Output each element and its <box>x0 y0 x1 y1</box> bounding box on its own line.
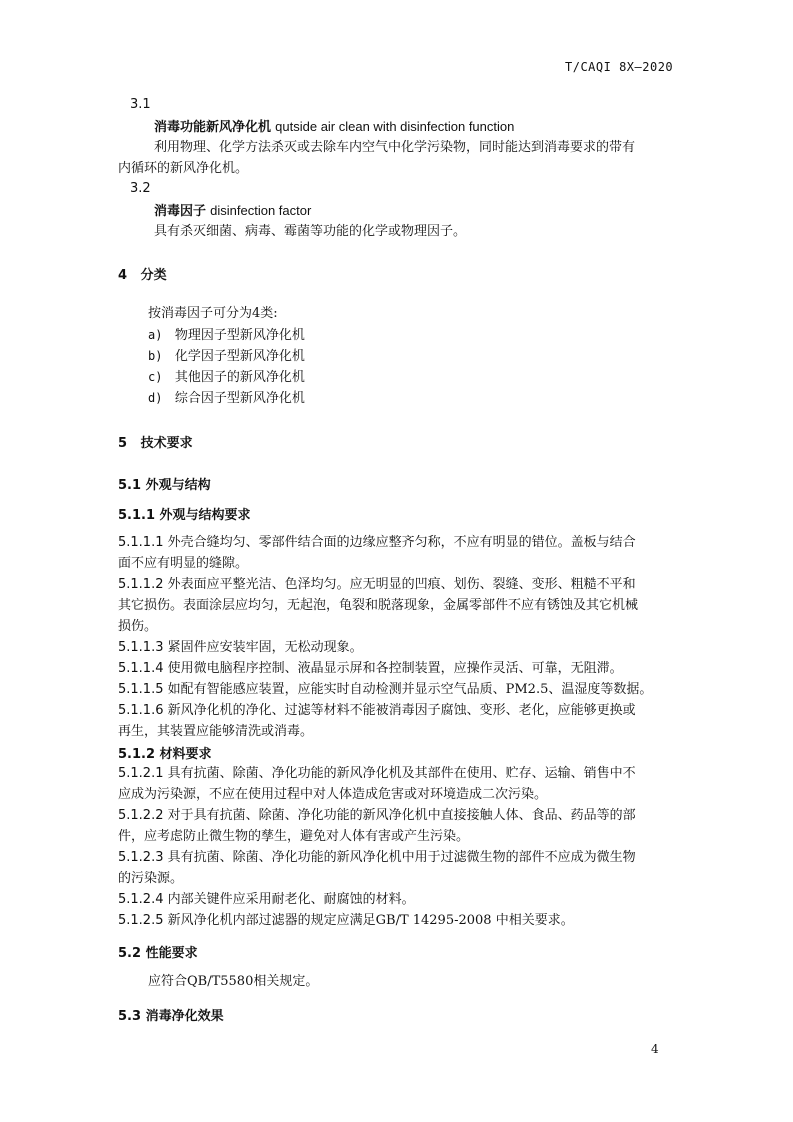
clause-5-1-2-5 <box>118 911 574 931</box>
clause-5-1-1-6-line2: 再生，其装置应能够清洗或消毒。 <box>118 724 314 739</box>
clause-number: 5.1.2.2 <box>118 808 164 823</box>
definition-3-2: 具有杀灭细菌、病毒、霉菌等功能的化学或物理因子。 <box>154 224 467 239</box>
clause-5-1-2-2-line2: 件，应考虑防止微生物的孳生，避免对人体有害或产生污染。 <box>118 829 470 844</box>
clause-text: 外壳合缝均匀、零部件结合面的边缘应整齐匀称，不应有明显的错位。盖板与结合 <box>167 535 636 550</box>
clause-3-1-number: 3.1 <box>130 97 151 112</box>
heading-5-2-number: 5.2 <box>118 946 142 961</box>
heading-5-1-1 <box>118 504 251 523</box>
clause-5-1-1-2-line3: 损伤。 <box>118 619 158 634</box>
heading-5-3-number: 5.3 <box>118 1009 142 1024</box>
heading-5-1-1-title: 外观与结构要求 <box>159 508 251 523</box>
section-5-heading <box>118 432 193 451</box>
term-3-1 <box>154 117 514 138</box>
list-marker: d) <box>148 391 163 405</box>
clause-number: 5.1.2.3 <box>118 850 164 865</box>
clause-5-1-1-5 <box>118 680 652 700</box>
list-item <box>148 367 305 388</box>
heading-5-3-title: 消毒净化效果 <box>145 1009 224 1024</box>
list-text: 其他因子的新风净化机 <box>174 370 305 385</box>
term-3-1-en: qutside air clean with disinfection function <box>275 119 515 134</box>
list-marker: c) <box>148 370 163 384</box>
heading-5-1-2 <box>118 743 212 762</box>
term-3-1-cn: 消毒功能新风净化机 <box>154 120 272 135</box>
clause-5-1-1-1-line1 <box>118 533 636 553</box>
section-4-intro: 按消毒因子可分为4类: <box>148 306 278 321</box>
heading-5-1-2-title: 材料要求 <box>159 747 212 762</box>
term-3-2-en: disinfection factor <box>210 203 312 218</box>
clause-5-1-1-2-line1 <box>118 575 636 595</box>
list-item <box>148 388 305 409</box>
section-4-number: 4 <box>118 268 128 283</box>
clause-text: 具有抗菌、除菌、净化功能的新风净化机中用于过滤微生物的部件不应成为微生物 <box>167 850 636 865</box>
clause-5-1-1-6-line1 <box>118 701 636 721</box>
page-number: 4 <box>651 1042 659 1056</box>
heading-5-1-number: 5.1 <box>118 478 142 493</box>
clause-5-1-2-1-line2: 应成为污染源，不应在使用过程中对人体造成危害或对环境造成二次污染。 <box>118 787 548 802</box>
clause-text: 使用微电脑程序控制、液晶显示屏和各控制装置，应操作灵活、可靠，无阻滞。 <box>167 661 623 676</box>
list-item <box>148 346 305 367</box>
heading-5-2 <box>118 942 198 961</box>
clause-5-1-2-2-line1 <box>118 806 636 826</box>
clause-text: 对于具有抗菌、除菌、净化功能的新风净化机中直接接触人体、食品、药品等的部 <box>167 808 636 823</box>
clause-5-1-1-1-line2: 面不应有明显的缝隙。 <box>118 556 249 571</box>
list-marker: a) <box>148 328 163 342</box>
clause-3-2-number: 3.2 <box>130 181 151 196</box>
clause-5-1-2-3-line2: 的污染源。 <box>118 871 184 886</box>
section-4-heading <box>118 264 167 283</box>
clause-5-1-1-4 <box>118 659 623 679</box>
clause-5-2-text: 应符合QB/T5580相关规定。 <box>148 974 319 989</box>
section-4-title: 分类 <box>140 268 167 283</box>
clause-5-1-2-4 <box>118 890 415 910</box>
clause-5-1-2-3-line1 <box>118 848 636 868</box>
clause-number: 5.1.1.3 <box>118 640 164 655</box>
clause-5-1-2-1-line1 <box>118 764 636 784</box>
list-marker: b) <box>148 349 163 363</box>
clause-text: 新风净化机的净化、过滤等材料不能被消毒因子腐蚀、变形、老化，应能够更换或 <box>167 703 636 718</box>
clause-number: 5.1.2.4 <box>118 892 164 907</box>
heading-5-1-title: 外观与结构 <box>145 478 211 493</box>
clause-text: 紧固件应安装牢固，无松动现象。 <box>167 640 363 655</box>
definition-3-1-line2: 内循环的新风净化机。 <box>118 161 249 176</box>
definition-3-1-line1: 利用物理、化学方法杀灭或去除车内空气中化学污染物，同时能达到消毒要求的带有 <box>154 140 636 155</box>
term-3-2-cn: 消毒因子 <box>154 204 207 219</box>
clause-5-1-1-3 <box>118 638 363 658</box>
heading-5-2-title: 性能要求 <box>145 946 198 961</box>
clause-5-1-1-2-line2: 其它损伤。表面涂层应均匀，无起泡，龟裂和脱落现象，金属零部件不应有锈蚀及其它机械 <box>118 598 639 613</box>
clause-number: 5.1.2.1 <box>118 766 164 781</box>
clause-number: 5.1.1.1 <box>118 535 164 550</box>
section-5-number: 5 <box>118 436 128 451</box>
clause-text: 内部关键件应采用耐老化、耐腐蚀的材料。 <box>167 892 415 907</box>
term-3-2 <box>154 201 311 222</box>
list-text: 化学因子型新风净化机 <box>174 349 305 364</box>
heading-5-1-2-number: 5.1.2 <box>118 747 156 762</box>
section-5-title: 技术要求 <box>140 436 193 451</box>
clause-number: 5.1.1.6 <box>118 703 164 718</box>
clause-number: 5.1.2.5 <box>118 913 164 928</box>
clause-number: 5.1.1.2 <box>118 577 164 592</box>
clause-number: 5.1.1.4 <box>118 661 164 676</box>
list-item <box>148 325 305 346</box>
document-number: T/CAQI 8X—2020 <box>565 60 674 74</box>
clause-text: 具有抗菌、除菌、净化功能的新风净化机及其部件在使用、贮存、运输、销售中不 <box>167 766 636 781</box>
list-text: 物理因子型新风净化机 <box>174 328 305 343</box>
clause-text: 外表面应平整光洁、色泽均匀。应无明显的凹痕、划伤、裂缝、变形、粗糙不平和 <box>167 577 636 592</box>
clause-text: 如配有智能感应装置，应能实时自动检测并显示空气品质、PM2.5、温湿度等数据。 <box>167 682 653 697</box>
heading-5-1 <box>118 474 211 493</box>
clause-number: 5.1.1.5 <box>118 682 164 697</box>
clause-text: 新风净化机内部过滤器的规定应满足GB/T 14295-2008 中相关要求。 <box>167 913 574 928</box>
heading-5-3 <box>118 1005 224 1024</box>
list-text: 综合因子型新风净化机 <box>174 391 305 406</box>
heading-5-1-1-number: 5.1.1 <box>118 508 156 523</box>
